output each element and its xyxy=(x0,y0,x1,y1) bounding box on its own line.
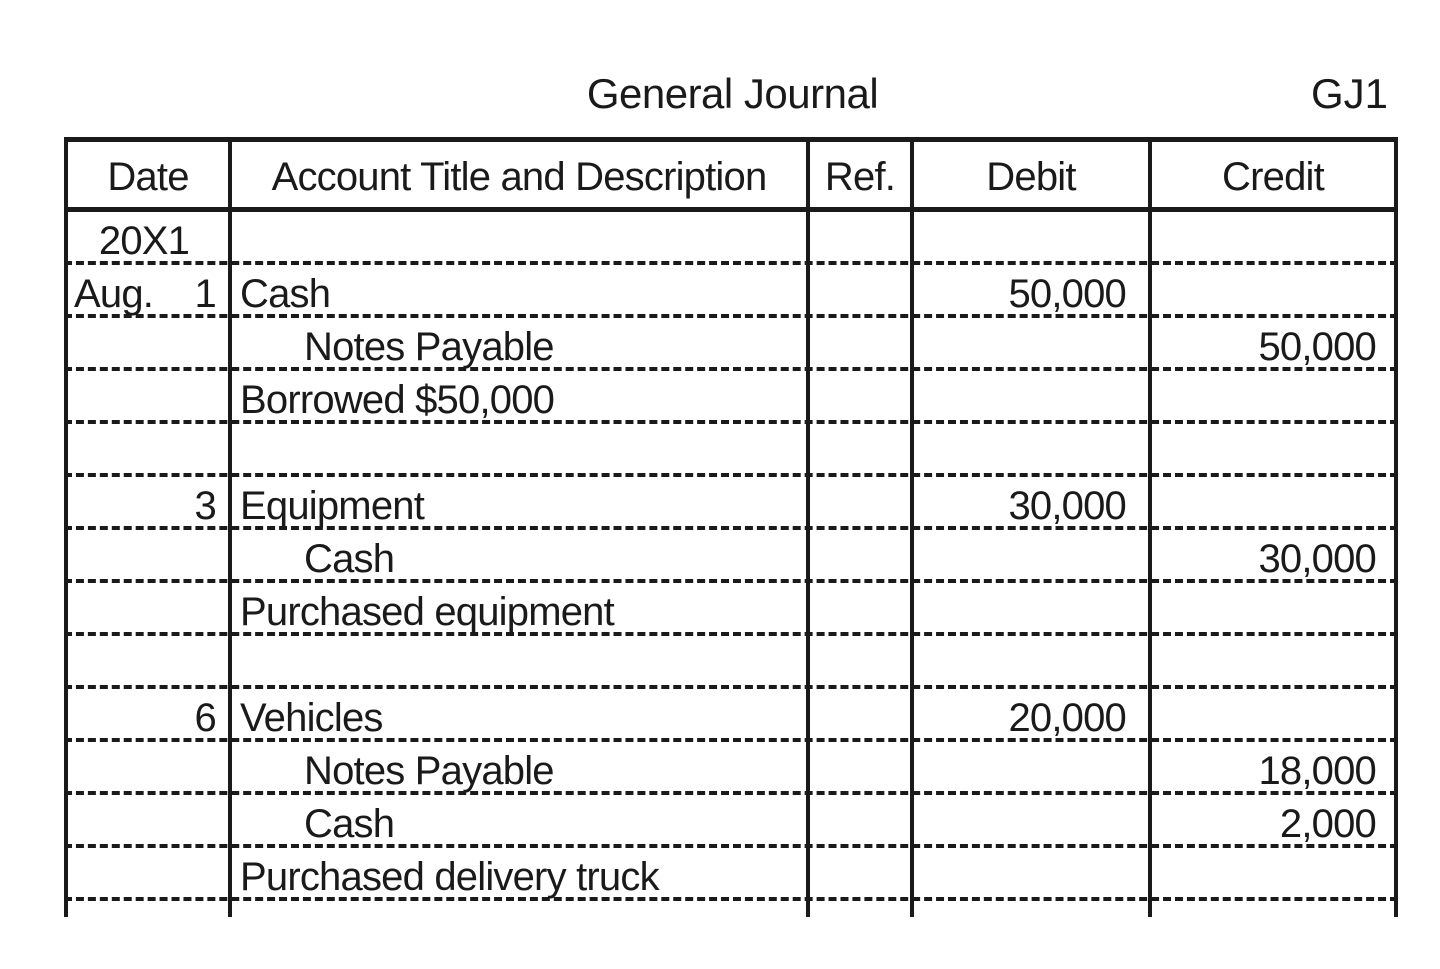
credit-amount: 18,000 xyxy=(1258,749,1376,793)
debit-amount: 30,000 xyxy=(1008,484,1126,528)
column-header-ref: Ref. xyxy=(824,155,896,199)
date-day: 6 xyxy=(194,696,216,740)
column-header-debit: Debit xyxy=(986,155,1076,199)
table-row xyxy=(64,371,1398,424)
credit-amount: 50,000 xyxy=(1258,325,1376,369)
table-row xyxy=(64,424,1398,477)
account-title: Purchased delivery truck xyxy=(240,855,659,899)
journal-title: General Journal xyxy=(586,70,879,117)
date-day: 1 xyxy=(194,272,216,316)
credit-amount: 30,000 xyxy=(1258,537,1376,581)
table-row xyxy=(64,265,1398,318)
table-row xyxy=(64,795,1398,848)
table-row xyxy=(64,530,1398,583)
account-title: Vehicles xyxy=(240,696,383,740)
account-title: Notes Payable xyxy=(304,749,554,793)
table-top-border xyxy=(64,137,1398,142)
table-row xyxy=(64,212,1398,265)
date-day: 3 xyxy=(194,484,216,528)
table-row xyxy=(64,477,1398,530)
table-row xyxy=(64,318,1398,371)
table-row xyxy=(64,583,1398,636)
table-row xyxy=(64,636,1398,689)
column-header-date: Date xyxy=(107,155,189,199)
column-header-credit: Credit xyxy=(1222,155,1324,199)
account-title: Purchased equipment xyxy=(240,590,614,634)
account-title: Cash xyxy=(240,272,331,316)
account-title: Notes Payable xyxy=(304,325,554,369)
account-title: Cash xyxy=(304,802,395,846)
journal-table xyxy=(64,137,1398,917)
account-title: Cash xyxy=(304,537,395,581)
table-row xyxy=(64,689,1398,742)
column-header-account: Account Title and Description xyxy=(271,155,767,199)
date-year: 20X1 xyxy=(98,219,190,263)
credit-amount: 2,000 xyxy=(1279,802,1376,846)
journal-page-ref: GJ1 xyxy=(1310,70,1388,117)
debit-amount: 50,000 xyxy=(1008,272,1126,316)
account-title: Borrowed $50,000 xyxy=(240,378,555,422)
debit-amount: 20,000 xyxy=(1008,696,1126,740)
table-row xyxy=(64,848,1398,901)
table-row xyxy=(64,742,1398,795)
date-month: Aug. xyxy=(74,272,154,316)
row-rule xyxy=(64,897,1398,901)
account-title: Equipment xyxy=(240,484,425,528)
